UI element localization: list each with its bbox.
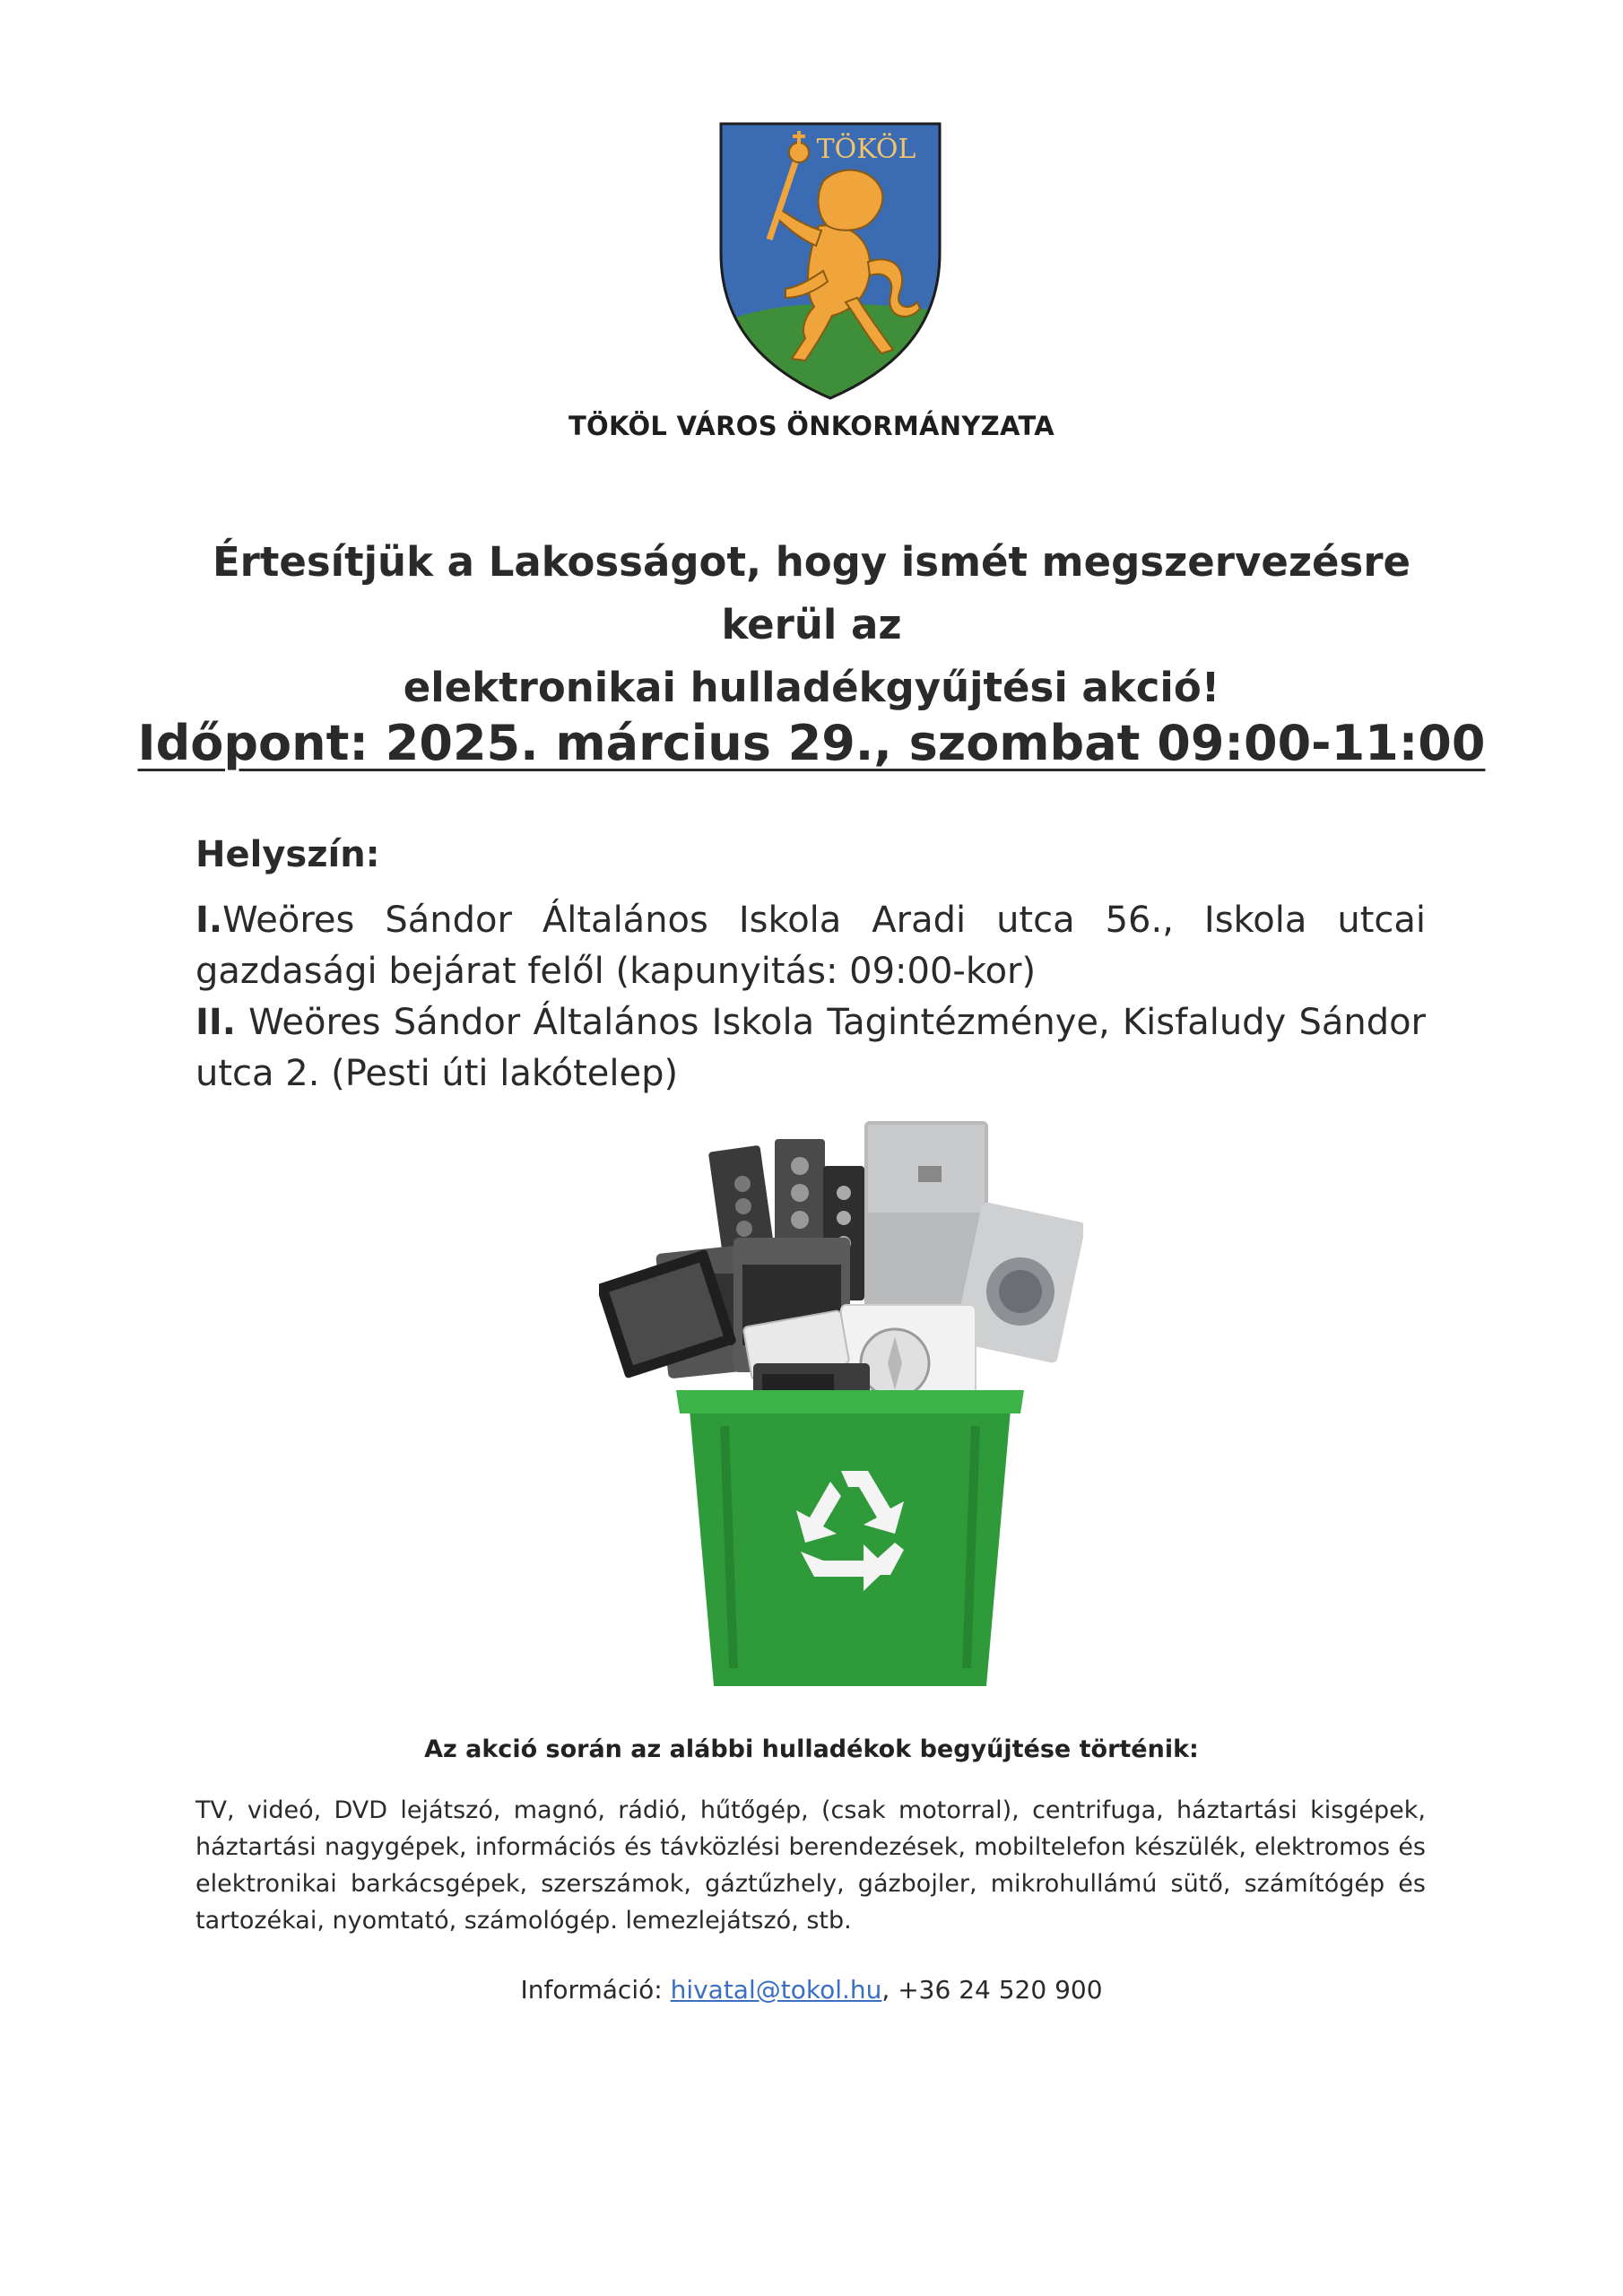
phone-number: +36 24 520 900 xyxy=(898,1975,1103,2005)
headline-line-2: elektronikai hulladékgyűjtési akció! xyxy=(403,664,1220,711)
location-label: Helyszín: xyxy=(195,834,380,875)
headline xyxy=(161,531,1462,719)
location-marker-2: II. xyxy=(195,1002,236,1043)
event-datetime-text: Időpont: 2025. március 29., szombat 09:00-11:00 xyxy=(137,715,1486,771)
event-datetime xyxy=(0,715,1623,771)
location-marker-1: I. xyxy=(195,900,223,941)
headline-line-1: Értesítjük a Lakosságot, hogy ismét megszervezésre kerül az xyxy=(212,538,1411,648)
tokol-coat-of-arms-icon xyxy=(716,118,945,402)
recycle-bin-with-electronics-icon xyxy=(599,1112,1083,1700)
info-separator: , xyxy=(881,1975,898,2005)
location-text-1: Weöres Sándor Általános Iskola Aradi utca 56., Iskola utcai gazdasági bejárat felől (kapunyitás: 09:00-kor) xyxy=(195,900,1426,992)
location-item-2 xyxy=(195,997,1426,1100)
collection-items: TV, videó, DVD lejátszó, magnó, rádió, hűtőgép, (csak motorral), centrifuga, háztartási kisgépek, háztartási nagygépek, információs és távközlési berendezések, mobiltelefon készülék, elektromos és elektronikai barkácsgépek, szerszámok, gáztűzhely, gázbojler, mikrohullámú sütő, számítógép és tartozékai, nyomtató, számológép. lemezlejátszó, stb. xyxy=(195,1796,1426,1935)
location-text-2: Weöres Sándor Általános Iskola Tagintézménye, Kisfaludy Sándor utca 2. (Pesti úti lakótelep) xyxy=(195,1002,1426,1094)
location-item-1 xyxy=(195,895,1426,997)
contact-info xyxy=(0,1975,1623,2005)
info-label: Információ: xyxy=(520,1975,671,2005)
organization-name: TÖKÖL VÁROS ÖNKORMÁNYZATA xyxy=(568,411,1055,441)
collection-heading: Az akció során az alábbi hulladékok begyűjtése történik: xyxy=(424,1735,1199,1763)
crest-text: TÖKÖL xyxy=(816,134,916,165)
email-link[interactable]: hivatal@tokol.hu xyxy=(670,1975,882,2005)
